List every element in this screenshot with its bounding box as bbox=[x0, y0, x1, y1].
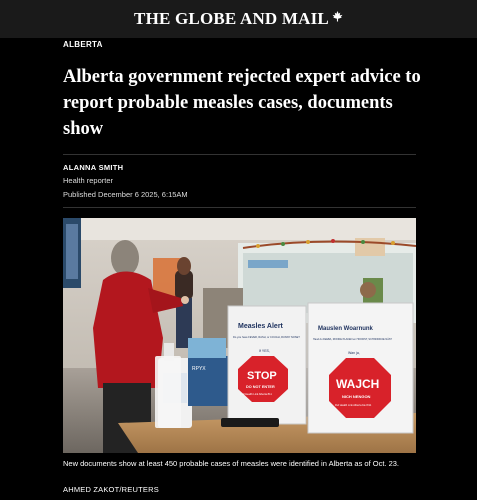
box-label: RPYX bbox=[192, 366, 206, 372]
sign-left-do-not-enter: DO NOT ENTER bbox=[246, 385, 275, 389]
measles-alert-sign bbox=[228, 306, 306, 424]
sign-right-if-yes: Wan ja, bbox=[348, 351, 360, 355]
sign-right-stop: WAJCH bbox=[336, 377, 380, 391]
photo-caption: New documents show at least 450 probable cases of measles were identified in Alberta as of Oct. 23. bbox=[63, 459, 400, 468]
publish-date: Published December 6 2025, 6:15AM bbox=[63, 190, 188, 199]
photo-illustration bbox=[63, 218, 416, 453]
sign-right-call: Ruf Health Link Alberta bie 8/11 bbox=[335, 404, 372, 407]
divider bbox=[63, 207, 416, 208]
sign-right-title: Mauslen Woarnunk bbox=[318, 326, 373, 332]
article-photo bbox=[63, 218, 416, 453]
divider bbox=[63, 154, 416, 155]
sign-left-title: Measles Alert bbox=[238, 323, 283, 330]
author-name[interactable]: ALANNA SMITH bbox=[63, 163, 124, 172]
mauslen-woarnunk-sign bbox=[308, 303, 413, 433]
article-headline: Alberta government rejected expert advice to report probable measles cases, documents show bbox=[63, 67, 421, 139]
sign-left-question: Do you have FEVER, RASH, or COUGH, RUNNY NOSE? bbox=[233, 336, 300, 339]
author-role: Health reporter bbox=[63, 176, 114, 185]
sign-left-call: Call Health Link Alberta 811 bbox=[240, 393, 272, 396]
site-logo-text: THE GLOBE AND MAIL bbox=[134, 9, 329, 28]
sign-right-question: Haud du FEEBA, ROODE PLAKEN en HOODST, SCHNODDIJE NÄS? bbox=[313, 338, 392, 341]
masthead bbox=[0, 0, 477, 38]
section-label[interactable]: ALBERTA bbox=[63, 40, 103, 49]
sign-right-do-not-enter: NICH NENGON bbox=[342, 394, 371, 399]
sign-left-stop: STOP bbox=[247, 370, 277, 382]
sign-left-if-yes: If YES, bbox=[259, 349, 270, 353]
site-logo[interactable] bbox=[134, 9, 343, 29]
photo-credit: AHMED ZAKOT/REUTERS bbox=[63, 485, 159, 494]
maple-leaf-icon bbox=[332, 11, 343, 22]
